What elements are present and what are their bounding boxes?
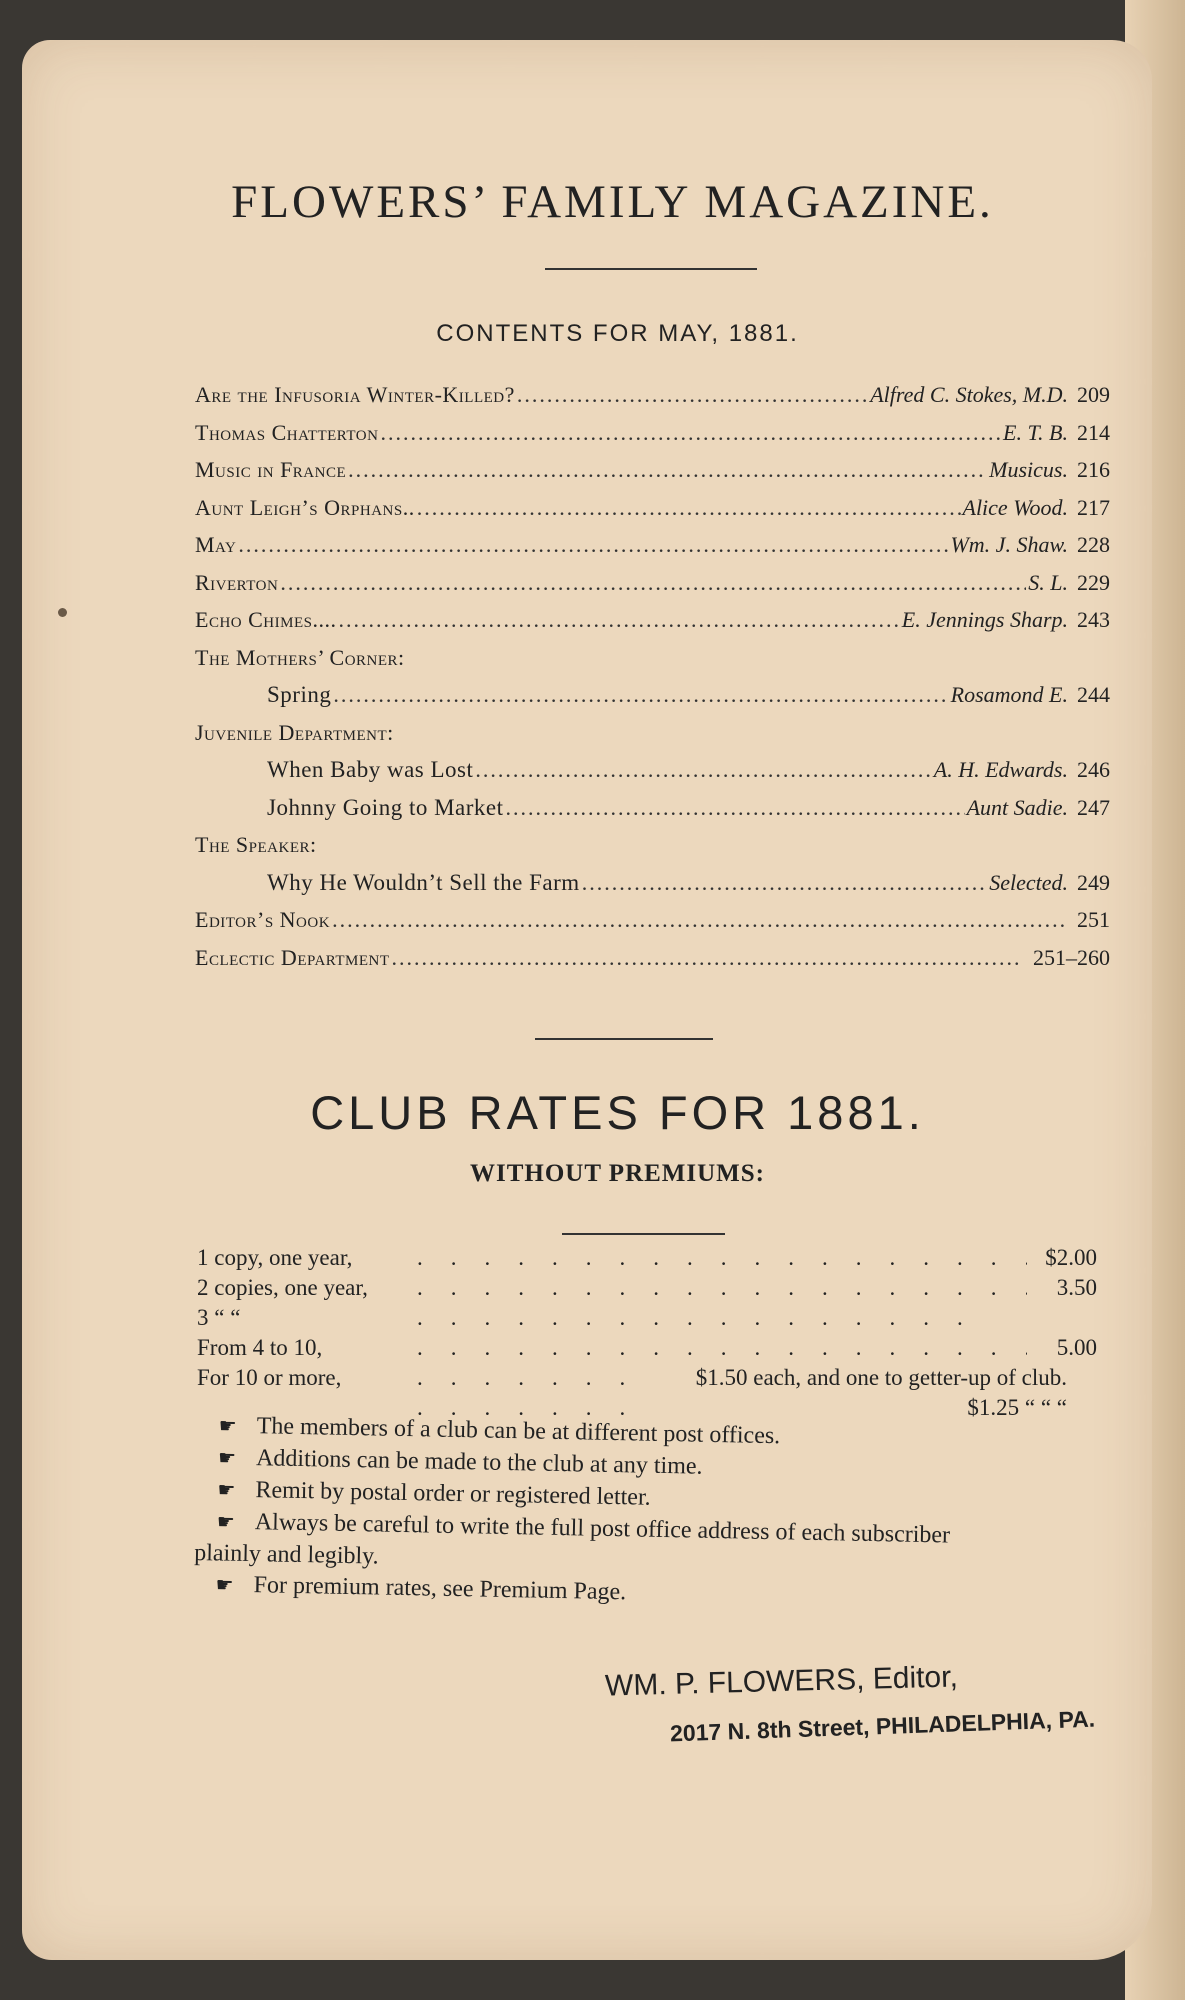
rate-row — [197, 1305, 1097, 1335]
section-rule — [535, 1038, 713, 1040]
toc-row — [195, 832, 1110, 870]
toc-title: Spring — [267, 682, 332, 707]
toc-title: Riverton — [195, 569, 279, 595]
toc-page: 243 — [1077, 607, 1110, 632]
title-rule — [545, 268, 757, 270]
toc-author: Alice Wood. — [962, 494, 1068, 520]
editor-address: 2017 N. 8th Street, PHILADELPHIA, PA. — [669, 1705, 1096, 1747]
rate-label: 1 copy, one year, — [197, 1245, 353, 1270]
toc-leader-dots — [238, 532, 948, 558]
rate-value: $1.25 “ “ “ — [967, 1395, 1067, 1420]
toc-title: Eclectic Department — [195, 944, 390, 970]
pointing-hand-icon: ☛ — [215, 1574, 234, 1597]
rate-value: $1.50 each, and one to getter-up of club. — [695, 1365, 1067, 1390]
toc-leader-dots — [333, 682, 948, 708]
toc-title: Why He Wouldn’t Sell the Farm — [267, 869, 580, 895]
toc-leader-dots — [517, 382, 868, 408]
pointing-hand-icon: ☛ — [216, 1511, 235, 1534]
toc-title: Thomas Chatterton — [195, 419, 379, 445]
toc-row — [195, 682, 1110, 720]
toc-leader-dots — [475, 757, 931, 783]
toc-page: 217 — [1077, 494, 1110, 520]
toc-author: Aunt Sadie. — [966, 794, 1068, 820]
toc-page: 251 — [1077, 907, 1110, 932]
toc-leader-dots — [348, 457, 987, 483]
toc-author: Musicus. — [989, 457, 1068, 482]
toc-title: Aunt Leigh’s Orphans.. — [195, 494, 415, 520]
toc-author: Selected. — [989, 869, 1068, 895]
club-rule — [562, 1233, 725, 1235]
toc-leader-dots — [280, 570, 1026, 596]
pointing-hand-icon: ☛ — [218, 1415, 237, 1438]
rate-label: For 10 or more, — [197, 1365, 342, 1390]
rate-value: $2.00 — [1045, 1245, 1097, 1270]
toc-leader-dots — [338, 607, 899, 633]
toc-row — [195, 532, 1110, 570]
club-rates-heading: CLUB RATES FOR 1881. — [310, 1086, 925, 1139]
notes-list — [193, 1410, 1106, 1618]
toc-page: 216 — [1077, 457, 1110, 482]
toc-author: S. L. — [1028, 569, 1068, 595]
rate-row — [197, 1245, 1097, 1275]
toc-leader-dots — [506, 795, 965, 821]
toc-title: Johnny Going to Market — [267, 794, 504, 820]
editor-name: WM. P. FLOWERS, Editor, — [604, 1660, 959, 1703]
toc-title: Editor’s Nook — [195, 907, 331, 932]
note-text: For premium rates, see Premium Page. — [253, 1572, 627, 1606]
toc-page: 249 — [1077, 869, 1110, 895]
paper-spot — [58, 608, 67, 617]
toc-title: Echo Chimes.... — [195, 607, 337, 632]
toc-row — [195, 645, 1110, 683]
rate-leader-dots — [417, 1365, 637, 1391]
toc-row — [195, 495, 1110, 533]
rate-row — [197, 1365, 1097, 1395]
toc-author: Rosamond E. — [950, 682, 1068, 707]
toc-page: 247 — [1077, 794, 1110, 820]
toc-page: 228 — [1077, 532, 1110, 557]
rate-leader-dots — [417, 1305, 967, 1331]
toc-title: Are the Infusoria Winter-Killed? — [195, 382, 515, 407]
rate-label: 2 copies, one year, — [197, 1275, 368, 1300]
contents-heading: CONTENTS FOR MAY, 1881. — [436, 320, 799, 347]
toc-title: The Mothers’ Corner: — [195, 644, 405, 670]
pointing-hand-icon: ☛ — [217, 1447, 237, 1470]
rate-leader-dots — [417, 1245, 1027, 1271]
toc-leader-dots — [392, 945, 1020, 971]
magazine-title: FLOWERS’ FAMILY MAGAZINE. — [231, 176, 994, 228]
toc-row — [195, 795, 1110, 833]
toc-row — [195, 420, 1110, 458]
toc-author: Alfred C. Stokes, M.D. — [870, 382, 1068, 407]
toc-leader-dots — [582, 870, 988, 896]
rate-row — [197, 1275, 1097, 1305]
toc-leader-dots — [417, 495, 961, 521]
note-text: Remit by postal order or registered letter. — [255, 1477, 651, 1511]
rate-label: From 4 to 10, — [197, 1335, 323, 1360]
toc-page: 229 — [1077, 569, 1110, 595]
toc-page: 246 — [1077, 757, 1110, 782]
note-text: Always be careful to write the full post office address of each subscriber — [254, 1509, 951, 1549]
toc-page: 244 — [1077, 682, 1110, 707]
rate-value: 3.50 — [1056, 1275, 1097, 1300]
toc-row — [195, 907, 1110, 945]
toc-page: 251–260 — [1033, 944, 1110, 970]
toc-page: 214 — [1077, 419, 1110, 445]
toc-title: When Baby was Lost — [267, 757, 474, 782]
toc-row — [195, 870, 1110, 908]
rate-row — [197, 1335, 1097, 1365]
toc-title: Music in France — [195, 457, 347, 482]
toc-row — [195, 457, 1110, 495]
club-rates-subheading: WITHOUT PREMIUMS: — [469, 1160, 766, 1187]
toc-author: E. Jennings Sharp. — [901, 607, 1068, 632]
toc-author: Wm. J. Shaw. — [950, 532, 1068, 557]
pointing-hand-icon: ☛ — [217, 1479, 236, 1502]
toc-title: May — [195, 532, 237, 557]
note-text: plainly and legibly. — [194, 1539, 379, 1570]
toc-author: E. T. B. — [1003, 419, 1068, 445]
toc-leader-dots — [380, 420, 1001, 446]
rate-value: 5.00 — [1056, 1335, 1097, 1360]
toc-page: 209 — [1077, 382, 1110, 407]
toc-row — [195, 570, 1110, 608]
rate-leader-dots — [417, 1335, 1027, 1361]
toc-row — [195, 720, 1110, 758]
rate-leader-dots — [417, 1275, 1027, 1301]
toc-row — [195, 945, 1110, 983]
toc-author: A. H. Edwards. — [933, 757, 1068, 782]
toc-title: The Speaker: — [195, 832, 317, 857]
note-text: Additions can be made to the club at any time. — [255, 1445, 703, 1480]
toc-row — [195, 382, 1110, 420]
table-of-contents — [195, 382, 1110, 982]
toc-row — [195, 757, 1110, 795]
note-text: The members of a club can be at different post offices. — [256, 1413, 781, 1450]
rate-label: 3 “ “ — [197, 1305, 241, 1330]
toc-leader-dots — [332, 907, 1066, 933]
toc-title: Juvenile Department: — [195, 719, 394, 745]
toc-row — [195, 607, 1110, 645]
rates-list — [197, 1245, 1097, 1425]
